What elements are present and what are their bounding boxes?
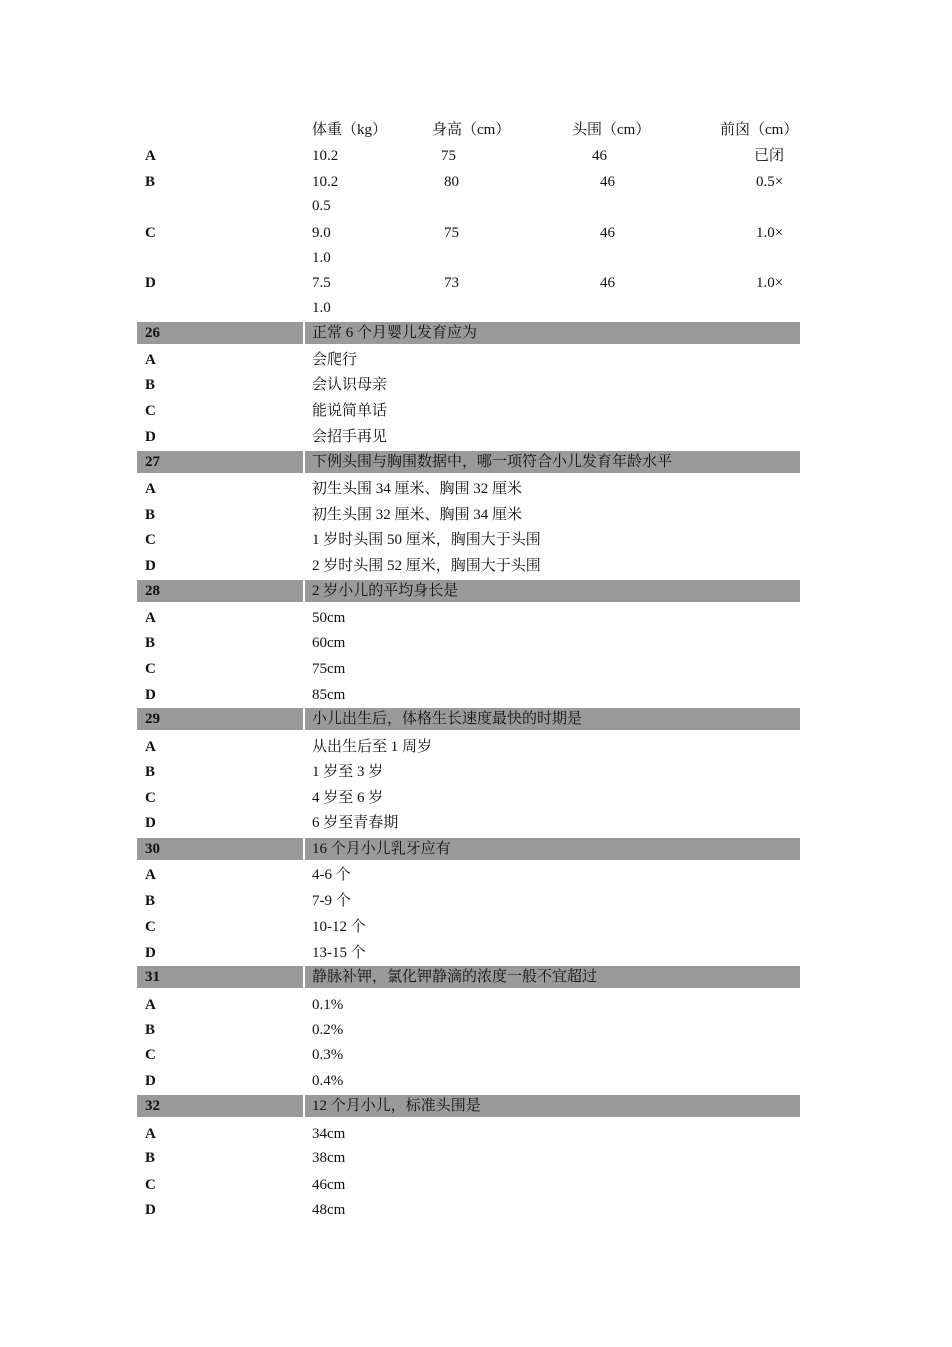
option-label: A	[145, 867, 156, 883]
table-cell-head: 46	[592, 148, 607, 164]
option-label: C	[145, 790, 156, 806]
option-text: 34cm	[312, 1126, 346, 1142]
question-header	[137, 1095, 800, 1117]
table-cell-fontanelle: 0.5×	[756, 174, 784, 190]
option-text: 4-6 个	[312, 867, 351, 883]
question-number: 30	[145, 841, 160, 857]
table-row-label: C	[145, 225, 156, 241]
option-label: A	[145, 610, 156, 626]
table-cell-fontanelle-wrap: 1.0	[312, 300, 331, 316]
option-text: 75cm	[312, 661, 346, 677]
question-header	[137, 580, 800, 602]
option-label: A	[145, 481, 156, 497]
column-divider	[303, 966, 305, 988]
table-header-fontanelle: 前囟（cm）	[720, 122, 799, 138]
option-label: A	[145, 739, 156, 755]
option-label: D	[145, 815, 156, 831]
option-text: 48cm	[312, 1202, 346, 1218]
option-label: A	[145, 997, 156, 1013]
table-cell-head: 46	[600, 275, 615, 291]
option-text: 1 岁时头围 50 厘米，胸围大于头围	[312, 532, 541, 548]
table-header-head: 头围（cm）	[572, 122, 651, 138]
option-label: B	[145, 1022, 156, 1038]
table-cell-head: 46	[600, 174, 615, 190]
column-divider	[303, 838, 305, 860]
column-divider	[303, 580, 305, 602]
question-text: 12 个月小儿，标准头围是	[312, 1098, 481, 1114]
table-cell-fontanelle: 1.0×	[756, 275, 784, 291]
question-header	[137, 838, 800, 860]
column-divider	[303, 1095, 305, 1117]
table-cell-weight: 9.0	[312, 225, 331, 241]
question-text: 正常 6 个月婴儿发育应为	[312, 325, 478, 341]
column-divider	[303, 322, 305, 344]
option-label: C	[145, 532, 156, 548]
option-text: 初生头围 34 厘米、胸围 32 厘米	[312, 481, 523, 497]
question-header	[137, 966, 800, 988]
option-label: D	[145, 945, 156, 961]
table-cell-fontanelle: 已闭	[754, 148, 785, 164]
option-label: B	[145, 1150, 156, 1166]
option-label: C	[145, 661, 156, 677]
option-label: A	[145, 1126, 156, 1142]
option-text: 7-9 个	[312, 893, 351, 909]
question-number: 28	[145, 583, 160, 599]
option-label: D	[145, 429, 156, 445]
column-divider	[303, 708, 305, 730]
option-text: 2 岁时头围 52 厘米，胸围大于头围	[312, 558, 541, 574]
table-cell-height: 75	[444, 225, 459, 241]
option-label: C	[145, 919, 156, 935]
option-label: D	[145, 1202, 156, 1218]
option-label: A	[145, 352, 156, 368]
option-text: 60cm	[312, 635, 346, 651]
question-text: 小儿出生后，体格生长速度最快的时期是	[312, 711, 583, 727]
question-number: 32	[145, 1098, 160, 1114]
option-label: B	[145, 377, 156, 393]
option-label: B	[145, 764, 156, 780]
option-text: 50cm	[312, 610, 346, 626]
question-text: 下例头围与胸围数据中，哪一项符合小儿发育年龄水平	[312, 454, 673, 470]
question-number: 26	[145, 325, 160, 341]
table-cell-fontanelle-wrap: 1.0	[312, 250, 331, 266]
column-divider	[303, 451, 305, 473]
option-label: D	[145, 1073, 156, 1089]
table-cell-weight: 10.2	[312, 148, 339, 164]
option-text: 85cm	[312, 687, 346, 703]
question-number: 29	[145, 711, 160, 727]
option-text: 会爬行	[312, 352, 358, 368]
question-number: 31	[145, 969, 160, 985]
table-cell-fontanelle-wrap: 0.5	[312, 198, 331, 214]
option-text: 0.2%	[312, 1022, 344, 1038]
table-header-weight: 体重（kg）	[312, 122, 388, 138]
option-label: D	[145, 687, 156, 703]
question-header	[137, 451, 800, 473]
question-text: 静脉补钾，氯化钾静滴的浓度一般不宜超过	[312, 969, 598, 985]
option-label: B	[145, 893, 156, 909]
option-label: D	[145, 558, 156, 574]
table-cell-weight: 10.2	[312, 174, 339, 190]
option-text: 1 岁至 3 岁	[312, 764, 384, 780]
question-number: 27	[145, 454, 160, 470]
option-label: C	[145, 403, 156, 419]
option-text: 0.4%	[312, 1073, 344, 1089]
table-row-label: B	[145, 174, 156, 190]
table-cell-height: 75	[441, 148, 456, 164]
table-cell-weight: 7.5	[312, 275, 331, 291]
table-cell-head: 46	[600, 225, 615, 241]
table-cell-height: 73	[444, 275, 459, 291]
option-text: 13-15 个	[312, 945, 366, 961]
option-label: C	[145, 1047, 156, 1063]
option-text: 0.3%	[312, 1047, 344, 1063]
table-row-label: A	[145, 148, 156, 164]
option-text: 会招手再见	[312, 429, 388, 445]
table-row-label: D	[145, 275, 156, 291]
option-label: C	[145, 1177, 156, 1193]
option-text: 10-12 个	[312, 919, 366, 935]
option-text: 从出生后至 1 周岁	[312, 739, 433, 755]
option-text: 6 岁至青春期	[312, 815, 399, 831]
option-label: B	[145, 507, 156, 523]
question-header	[137, 708, 800, 730]
question-text: 16 个月小儿乳牙应有	[312, 841, 451, 857]
option-text: 46cm	[312, 1177, 346, 1193]
option-label: B	[145, 635, 156, 651]
table-cell-fontanelle: 1.0×	[756, 225, 784, 241]
option-text: 会认识母亲	[312, 377, 388, 393]
question-header	[137, 322, 800, 344]
option-text: 4 岁至 6 岁	[312, 790, 384, 806]
option-text: 0.1%	[312, 997, 344, 1013]
option-text: 能说简单话	[312, 403, 388, 419]
table-header-height: 身高（cm）	[432, 122, 511, 138]
option-text: 初生头围 32 厘米、胸围 34 厘米	[312, 507, 523, 523]
question-text: 2 岁小儿的平均身长是	[312, 583, 459, 599]
option-text: 38cm	[312, 1150, 346, 1166]
table-cell-height: 80	[444, 174, 459, 190]
